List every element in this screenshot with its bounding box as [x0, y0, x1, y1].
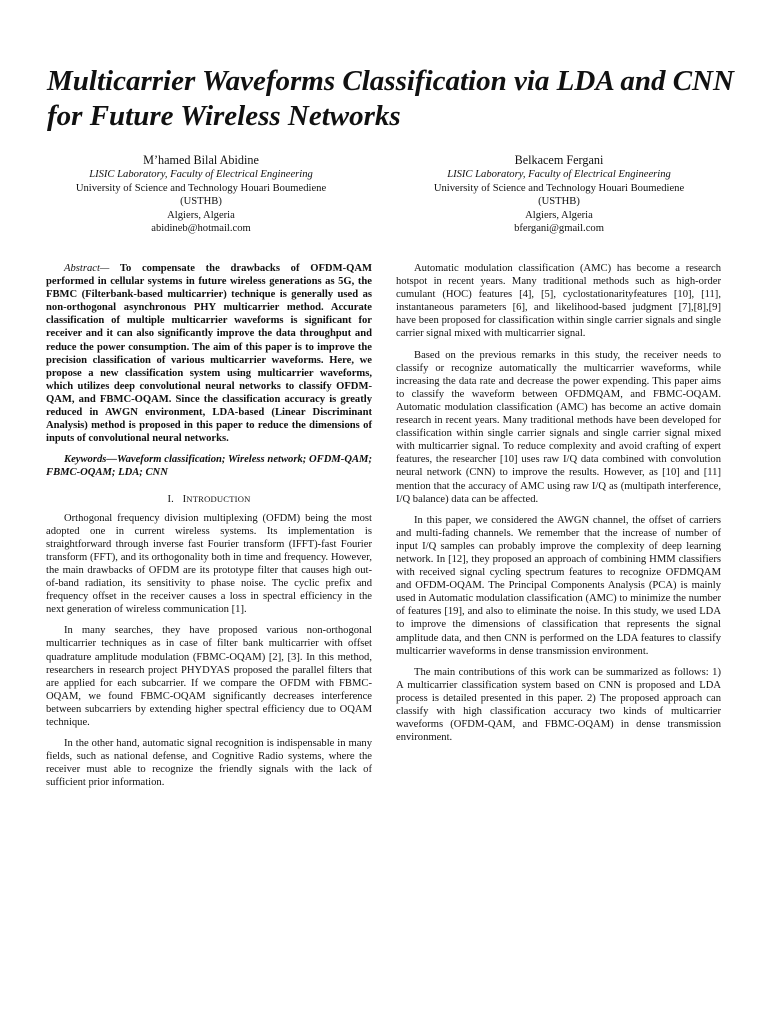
- intro-paragraph: In the other hand, automatic signal recognition is indispensable in many fields, such as national defense, and Cognitive Radio systems, where the receiver must able to recognize the friendly signals with the lack of sufficient prior information.: [46, 738, 372, 789]
- intro-paragraph: Orthogonal frequency division multiplexing (OFDM) being the most adopted one in current wireless systems. Its implementation is straightforward through inverse fast Fourier transform (IFFT)-fast Fourier transform (FFT), and its orthogonality both in time and frequency. However, the main drawbacks of OFDM are its prototype filter that causes high out-of-band radiation, its sensitivity to phase noise. The cyclic prefix and frequency offset in the receiver causes a loss in spectral efficiency in the next generation of wireless communication [1].: [46, 512, 372, 616]
- body-paragraph: Automatic modulation classification (AMC) has become a research hotspot in recent years. Many traditional methods such as high-order cumulant (HOC) features [4], [5], cyclostationarityfeatures [10], [11], instantaneous parameters [6], and likelihood-based judgment [7],[8],[9] have been proposed for classification within single carrier signals and single carrier signal mixed with multicarrier signal.: [396, 263, 721, 340]
- keywords-text: Waveform classification; Wireless network; OFDM-QAM; FBMC-OQAM; LDA; CNN: [46, 454, 372, 479]
- body-paragraph: In this paper, we considered the AWGN channel, the offset of carriers and multi-fading channels. We remember that the increase of number of input I/Q samples can probably improve the complexity of deep learning network. In [12], they proposed an approach of combining HMM classifiers with received signal cycling spectrum features to recognize OFDMQAM and OFDM-OQAM. The Principal Components Analysis (PCA) is mainly used in Automatic modulation classification (AMC) to minimize the number of features [19], and also to eliminate the noise. In this study, we used LDA to improve the dimensions of classification that represents the signal amplitude data, and then CNN is performed on the LDA features to classify multicarrier waveforms in dense transmission environment.: [396, 514, 721, 657]
- author-email[interactable]: bfergani@gmail.com: [514, 223, 604, 235]
- author-name: Belkacem Fergani: [514, 153, 604, 167]
- abstract-label: Abstract—: [64, 263, 110, 274]
- author-name: M’hamed Bilal Abidine: [143, 153, 259, 167]
- section-title-initial: I: [182, 493, 187, 505]
- body-paragraph: Based on the previous remarks in this study, the receiver needs to classify or recognize automatically the multicarrier waveforms, while increasing the data rate and decrease the power expending. This paper aims to classify the waveform between OFDMQAM, and FBMC-OQAM. Automatic modulation classification (AMC) has become an active domain research in recent years. Many traditional methods have been developed for classification within single carrier signals and single carrier signal mixed with multicarrier signal. To reduce complexity and avoid crafting of expert features, the researcher [10] uses raw I/Q data combined with convolution neural network (CNN) to improve the results. However, as [10] and [11] mention that the accuracy of AMC using raw I/Q as (multipath interference, I/Q balance) data can be affected.: [396, 349, 721, 505]
- keywords: [46, 453, 372, 479]
- right-column: [396, 262, 721, 752]
- author-university-abbrev: (USTHB): [538, 196, 580, 208]
- author-university: University of Science and Technology Houari Boumediene: [433, 182, 685, 194]
- intro-paragraph: In many searches, they have proposed various non-orthogonal multicarrier techniques as in case of filter bank multicarrier with offset quadrature amplitude modulation (FBMC-OQAM) [2], [3]. In this method, researchers in research project PHYDYAS proposed the parallel filters that are applied for each subcarrier. If we compare the OFDM with FBMC-OQAM, we found FBMC-OQAM significantly decreases interference between subcarriers by extending higher spectral efficiency due to OQAM technique.: [46, 625, 372, 728]
- section-title-rest: NTRODUCTION: [186, 493, 251, 504]
- author-affiliation: LISIC Laboratory, Faculty of Electrical Engineering: [89, 169, 313, 180]
- author-university: University of Science and Technology Houari Boumediene: [75, 182, 327, 194]
- author-email[interactable]: abidineb@hotmail.com: [151, 223, 251, 235]
- body-paragraph: The main contributions of this work can be summarized as follows: 1) A multicarrier classification system based on CNN is proposed and LDA process is detailed presented in this paper. 2) The proposed approach can classify with high classification accuracy two kinds of multicarrier waveforms (OFDM-QAM, and FBMC-OQAM) in dense transmission environment.: [396, 666, 721, 744]
- author-city: Algiers, Algeria: [167, 209, 235, 221]
- author-affiliation: LISIC Laboratory, Faculty of Electrical Engineering: [447, 169, 671, 180]
- keywords-label: Keywords—: [64, 454, 117, 466]
- section-heading-introduction: [46, 493, 372, 506]
- author-city: Algiers, Algeria: [525, 209, 593, 221]
- author-university-abbrev: (USTHB): [180, 196, 222, 208]
- left-column: [46, 262, 372, 797]
- section-number: I.: [167, 493, 175, 505]
- author-block-2: [394, 152, 724, 236]
- abstract: [46, 262, 372, 445]
- paper-title: Multicarrier Waveforms Classification via LDA and CNN for Future Wireless Networks: [47, 65, 734, 132]
- abstract-text: To compensate the drawbacks of OFDM-QAM performed in cellular systems in future wireless generations as 5G, the FBMC (Filterbank-based multicarrier) technique is generally used as non-orthogonal asynchronous PHY multicarrier method. Accurate classification of multiple multicarrier waveforms is significant for receiver and it can also significantly improve the data throughput and reduce the power consumption. The aim of this paper is to improve the precision classification of various multicarrier waveforms. Here, we propose a new classification system using multicarrier waveforms, which utilizes deep convolutional neural networks to classify OFDM-QAM, and FBMC-OQAM. Since the classification accuracy is greatly reduced in AWGN environment, LDA-based (Linear Discriminant Analysis) method is proposed in this paper to reduce the dimensions of inputs of convolutional neural networks.: [46, 263, 372, 445]
- author-block-1: [36, 152, 366, 236]
